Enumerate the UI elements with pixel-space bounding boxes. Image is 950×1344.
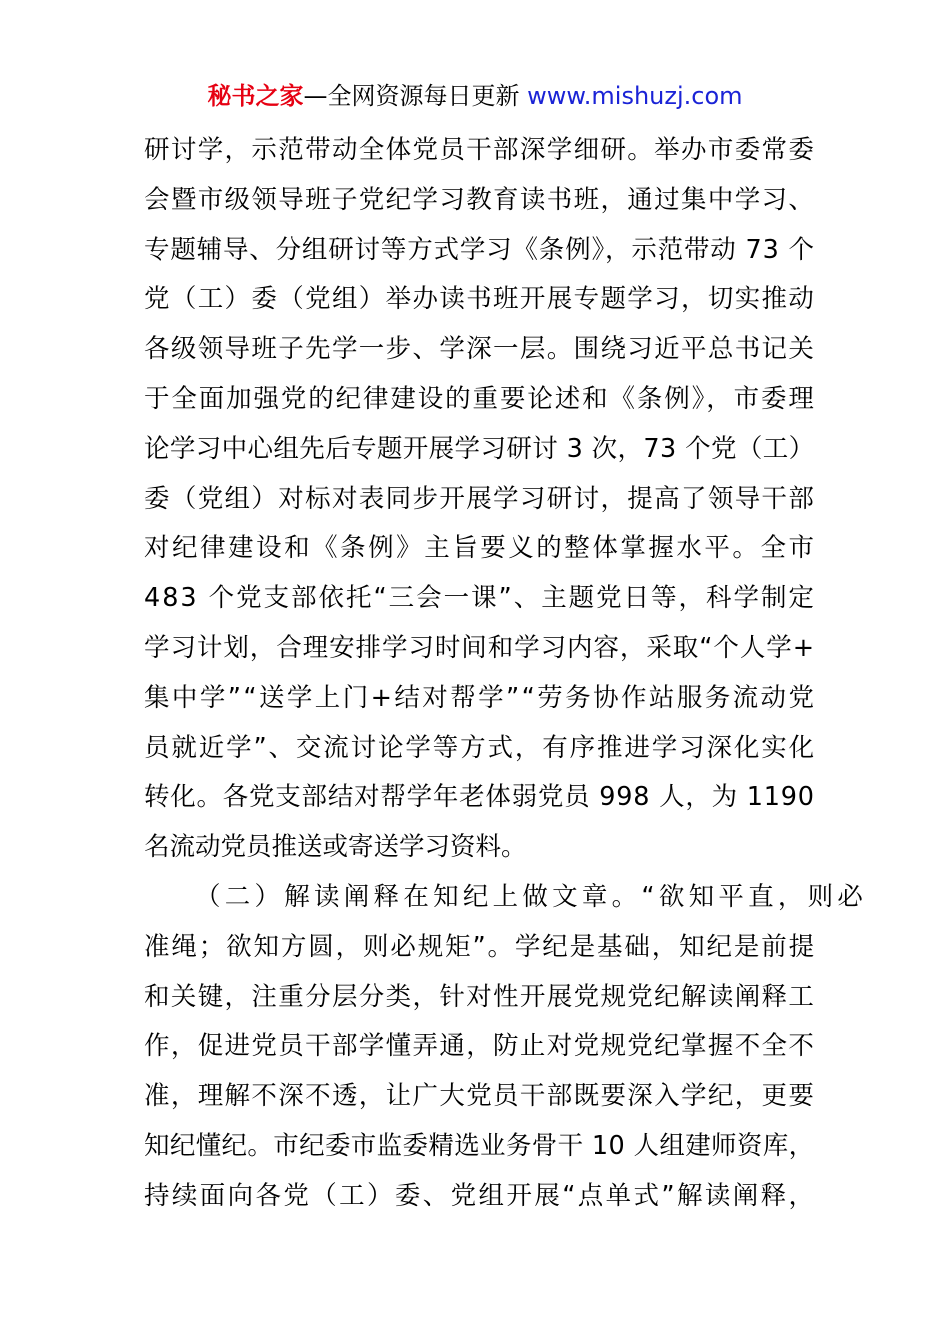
text-line: 于全面加强党的纪律建设的重要论述和《条例》，市委理 — [144, 383, 816, 414]
text-line: 研讨学，示范带动全体党员干部深学细研。举办市委常委 — [144, 135, 816, 165]
text-line: 会暨市级领导班子党纪学习教育读书班，通过集中学习、 — [144, 184, 816, 215]
text-line: 对纪律建设和《条例》主旨要义的整体掌握水平。全市 — [144, 533, 817, 564]
text-line: 集中学”“送学上门+结对帮学”“劳务协作站服务流动党 — [144, 682, 817, 713]
site-brand: 秘书之家 — [207, 82, 304, 110]
text-line: 准绳；欲知方圆，则必规矩”。学纪是基础，知纪是前提 — [144, 931, 816, 962]
site-url-link[interactable]: www.mishuzj.com — [527, 82, 743, 110]
text-line: 作，促进党员干部学懂弄通，防止对党规党纪掌握不全不 — [144, 1031, 816, 1062]
text-line: 各级领导班子先学一步、学深一层。围绕习近平总书记关 — [144, 334, 816, 365]
text-line: 知纪懂纪。市纪委市监委精选业务骨干 10 人组建师资库， — [144, 1130, 815, 1161]
text-line: 转化。各党支部结对帮学年老体弱党员 998 人，为 1190 — [144, 782, 815, 813]
site-header — [0, 80, 950, 112]
text-line: 准，理解不深不透，让广大党员干部既要深入学纪，更要 — [144, 1081, 816, 1112]
text-line: 名流动党员推送或寄送学习资料。 — [144, 832, 527, 863]
text-line: 委（党组）对标对表同步开展学习研讨，提高了领导干部 — [144, 483, 816, 514]
text-line: 员就近学”、交流讨论学等方式，有序推进学习深化实化 — [144, 732, 816, 763]
text-line: 论学习中心组先后专题开展学习研讨 3 次，73 个党（工） — [144, 433, 815, 464]
paragraph-heading-line: （二）解读阐释在知纪上做文章。“欲知平直，则必 — [195, 881, 868, 912]
document-body — [144, 126, 868, 1222]
site-tagline: —全网资源每日更新 — [303, 82, 528, 110]
text-line: 和关键，注重分层分类，针对性开展党规党纪解读阐释工 — [144, 981, 816, 1012]
text-line: 持续面向各党（工）委、党组开展“点单式”解读阐释， — [144, 1180, 817, 1211]
text-line: 学习计划，合理安排学习时间和学习内容，采取“个人学+ — [144, 632, 816, 663]
text-line: 483 个党支部依托“三会一课”、主题党日等，科学制定 — [144, 583, 816, 614]
text-line: 党（工）委（党组）举办读书班开展专题学习，切实推动 — [144, 284, 816, 315]
text-line: 专题辅导、分组研讨等方式学习《条例》，示范带动 73 个 — [144, 234, 815, 265]
